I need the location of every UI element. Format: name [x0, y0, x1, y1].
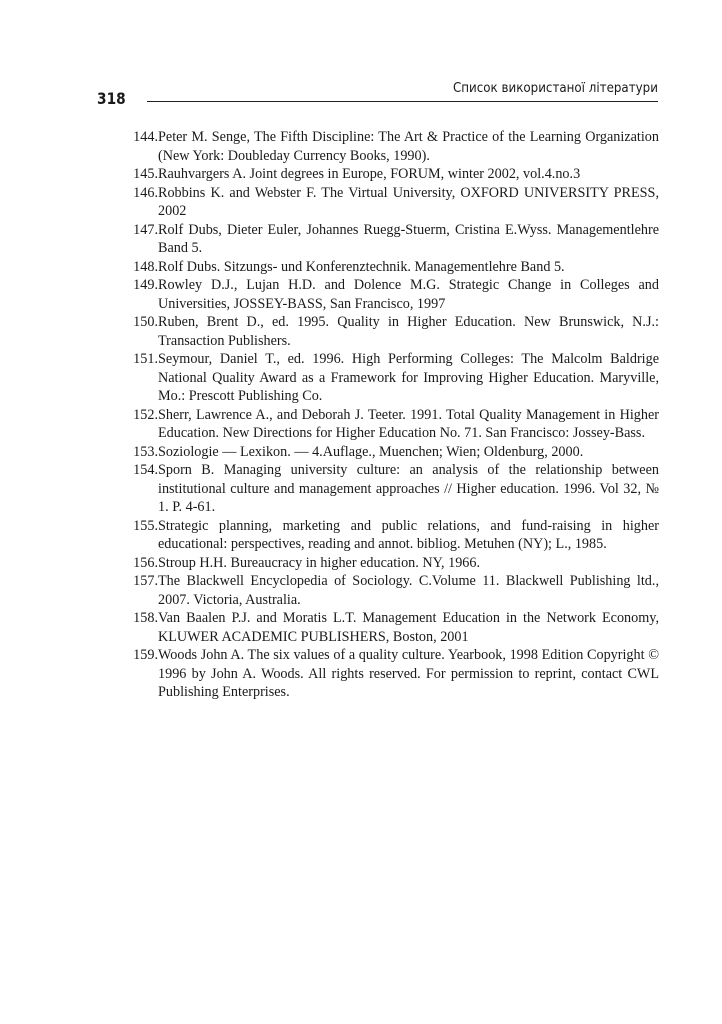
reference-number: 155.	[133, 517, 158, 534]
reference-text: Seymour, Daniel T., ed. 1996. High Performing Colleges: The Malcolm Baldrige National Quality Award as a Framework for Improving Higher Education. Maryville, Mo.: Prescott Publishing Co.	[158, 351, 659, 404]
page-number: 318	[97, 89, 126, 108]
reference-text: Peter M. Senge, The Fifth Discipline: The Art & Practice of the Learning Organization (New York: Doubleday Currency Books, 1990).	[158, 129, 659, 164]
reference-text: Strategic planning, marketing and public relations, and fund-raising in higher educational: perspectives, reading and annot. bibliog. Metuhen (NY); L., 1985.	[158, 517, 659, 552]
reference-item	[114, 406, 659, 443]
reference-text: Woods John A. The six values of a quality culture. Yearbook, 1998 Edition Copyright © 1996 by John A. Woods. All rights reserved. For permission to reprint, contact CWL Publishing Enterprises.	[158, 647, 659, 700]
reference-text: Rauhvargers A. Joint degrees in Europe, FORUM, winter 2002, vol.4.no.3	[158, 166, 581, 182]
reference-item	[114, 554, 659, 573]
reference-number: 149.	[133, 277, 158, 293]
reference-text: Sporn B. Managing university culture: an analysis of the relationship between institutional culture and management approaches // Higher education. 1996. Vol 32, № 1. P. 4-61.	[158, 462, 659, 515]
reference-text: The Blackwell Encyclopedia of Sociology. C.Volume 11. Blackwell Publishing ltd., 2007. Victoria, Australia.	[158, 573, 659, 608]
reference-list	[114, 128, 659, 702]
reference-text: Rowley D.J., Lujan H.D. and Dolence M.G. Strategic Change in Colleges and Universities, JOSSEY-BASS, San Francisco, 1997	[158, 277, 659, 312]
reference-text: Sherr, Lawrence A., and Deborah J. Teeter. 1991. Total Quality Management in Higher Education. New Directions for Higher Education No. 71. San Francisco: Jossey-Bass.	[158, 406, 659, 441]
reference-item	[114, 461, 659, 517]
reference-number: 148.	[133, 258, 158, 275]
reference-number: 159.	[133, 647, 158, 663]
reference-text: Stroup H.H. Bureaucracy in higher education. NY, 1966.	[158, 554, 481, 571]
reference-item	[114, 517, 659, 554]
reference-item	[114, 184, 659, 221]
reference-number: 154.	[133, 462, 158, 478]
reference-number: 147.	[133, 221, 158, 238]
reference-item	[114, 276, 659, 313]
reference-number: 152.	[133, 406, 158, 423]
reference-number: 145.	[133, 166, 158, 182]
reference-text: Soziologie — Lexikon. — 4.Auflage., Muenchen; Wien; Oldenburg, 2000.	[158, 443, 584, 460]
reference-item	[114, 350, 659, 406]
reference-item	[114, 313, 659, 350]
reference-item	[114, 258, 659, 277]
reference-item	[114, 646, 659, 702]
reference-number: 144.	[133, 129, 158, 145]
reference-number: 151.	[133, 351, 158, 367]
reference-item	[114, 221, 659, 258]
reference-text: Rolf Dubs. Sitzungs- und Konferenztechnik. Managementlehre Band 5.	[158, 258, 565, 275]
reference-number: 146.	[133, 184, 158, 201]
reference-number: 156.	[133, 554, 158, 571]
reference-item	[114, 128, 659, 165]
reference-text: Van Baalen P.J. and Moratis L.T. Management Education in the Network Economy, KLUWER ACADEMIC PUBLISHERS, Boston, 2001	[158, 610, 659, 645]
reference-item	[114, 443, 659, 462]
reference-number: 150.	[133, 314, 158, 330]
reference-item	[114, 572, 659, 609]
reference-text: Rolf Dubs, Dieter Euler, Johannes Ruegg-Stuerm, Cristina E.Wyss. Managementlehre Band 5.	[158, 221, 659, 256]
reference-text: Ruben, Brent D., ed. 1995. Quality in Higher Education. New Brunswick, N.J.: Transaction Publishers.	[158, 314, 659, 349]
reference-item	[114, 165, 659, 184]
reference-text: Robbins K. and Webster F. The Virtual University, OXFORD UNIVERSITY PRESS, 2002	[158, 184, 659, 219]
header-rule	[147, 101, 658, 102]
reference-item	[114, 609, 659, 646]
running-title: Список використаної літератури	[453, 80, 658, 96]
reference-number: 158.	[133, 610, 158, 626]
reference-number: 153.	[133, 443, 158, 460]
reference-number: 157.	[133, 573, 158, 589]
